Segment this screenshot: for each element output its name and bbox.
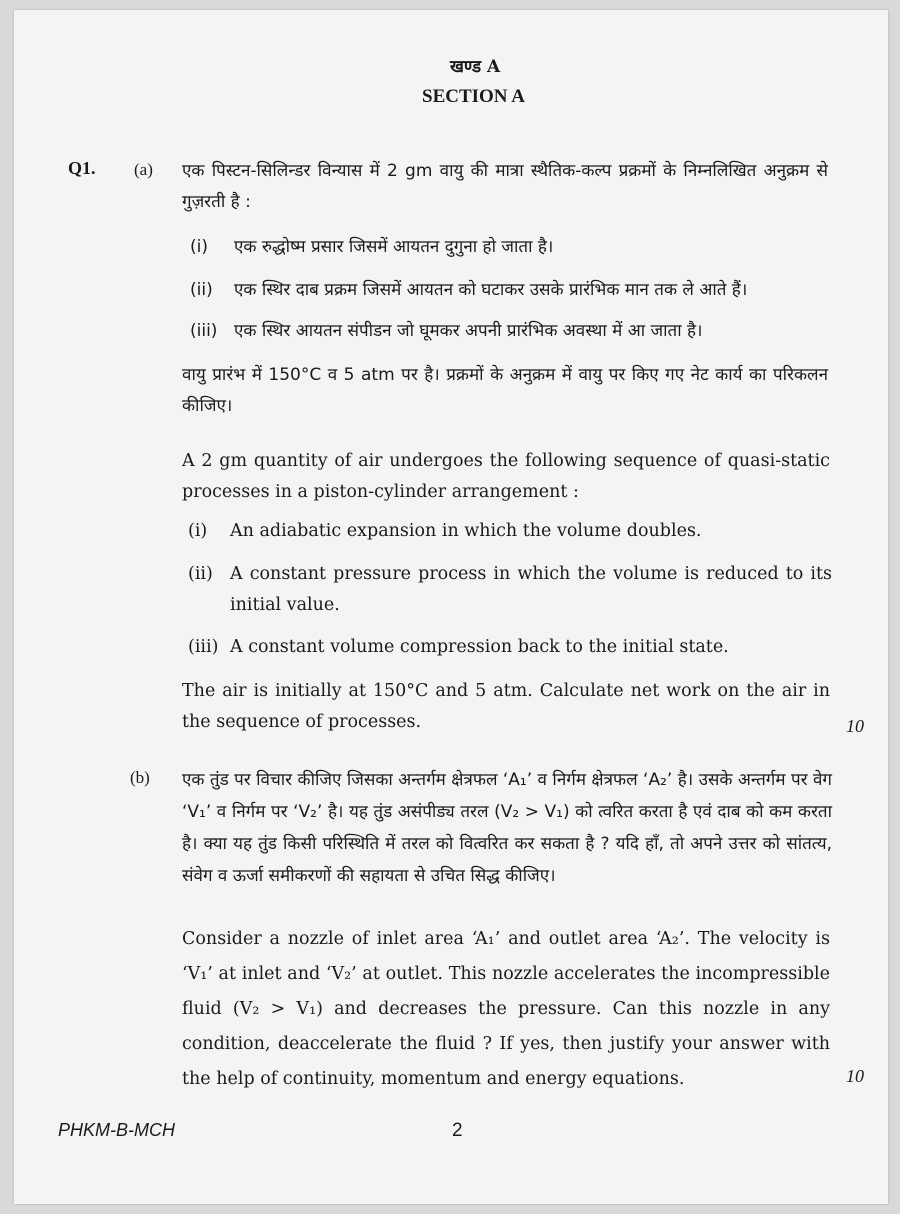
item-text: A constant volume compression back to the initial state.: [230, 637, 729, 657]
item-text: एक रुद्धोष्म प्रसार जिसमें आयतन दुगुना हो जाता है।: [234, 237, 554, 257]
item-label: (i): [188, 521, 208, 541]
item-label: (i): [190, 237, 208, 257]
part-a-hindi-item: [182, 232, 832, 263]
part-b-english-text: Consider a nozzle of inlet area ‘A₁’ and outlet area ‘A₂’. The velocity is ‘V₁’ at inlet and ‘V₂’ at outlet. This nozzle accelerates the incompressible fluid (V₂ > V₁) and decreases the pressure. Can this nozzle in any condition, deaccelerate the fluid ? If yes, then justify your answer with the help of continuity, momentum and energy equations.: [182, 929, 830, 1089]
part-a-english-intro: A 2 gm quantity of air undergoes the following sequence of quasi-static processes in a piston-cylinder arrangement :: [182, 451, 830, 502]
part-b-marks: 10: [846, 1066, 864, 1086]
item-label: (ii): [190, 280, 213, 300]
part-a-marks: 10: [846, 716, 864, 736]
item-text: A constant pressure process in which the volume is reduced to its initial value.: [230, 564, 832, 615]
part-a-label: (a): [134, 160, 153, 179]
part-a-hindi-closing: वायु प्रारंभ में 150°C व 5 atm पर है। प्रक्रमों के अनुक्रम में वायु पर किए गए नेट कार्य का परिकलन कीजिए।: [182, 365, 829, 416]
part-a-english-item: [182, 559, 832, 623]
part-a-english-item: [182, 632, 832, 663]
part-a-hindi-intro: एक पिस्टन-सिलिन्डर विन्यास में 2 gm वायु की मात्रा स्थैतिक-कल्प प्रक्रमों के निम्नलिखित अनुक्रम से गुज़रती है :: [182, 161, 828, 212]
part-a-hindi-item: [182, 275, 832, 306]
section-heading-english: SECTION A: [422, 86, 525, 107]
item-label: (ii): [188, 564, 213, 584]
part-b-hindi-text: एक तुंड पर विचार कीजिए जिसका अन्तर्गम क्षेत्रफल ‘A₁’ व निर्गम क्षेत्रफल ‘A₂’ है। उसके अन्तर्गम पर वेग ‘V₁’ व निर्गम पर ‘V₂’ है। यह तुंड असंपीड्य तरल (V₂ > V₁) को त्वरित करता है एवं दाब को कम करता है। क्या यह तुंड किसी परिस्थिति में तरल को वित्वरित कर सकता है ? यदि हाँ, तो अपने उत्तर को सांतत्य, संवेग व ऊर्जा समीकरणों की सहायता से उचित सिद्ध कीजिए।: [182, 770, 832, 886]
question-number: Q1.: [68, 158, 96, 178]
item-label: (iii): [188, 637, 219, 657]
paper-code: PHKM-B-MCH: [58, 1120, 175, 1140]
page-number: 2: [452, 1120, 463, 1141]
item-text: An adiabatic expansion in which the volume doubles.: [230, 521, 702, 541]
part-b-label: (b): [130, 768, 150, 787]
item-label: (iii): [190, 321, 218, 341]
part-a-hindi-item: [182, 316, 832, 347]
part-a-english-item: [182, 516, 832, 547]
item-text: एक स्थिर आयतन संपीडन जो घूमकर अपनी प्रारंभिक अवस्था में आ जाता है।: [234, 321, 703, 341]
part-a-english-closing: The air is initially at 150°C and 5 atm. Calculate net work on the air in the sequence of processes.: [182, 681, 830, 732]
section-heading-hindi: खण्ड A: [450, 57, 501, 77]
item-text: एक स्थिर दाब प्रक्रम जिसमें आयतन को घटाकर उसके प्रारंभिक मान तक ले आते हैं।: [234, 280, 748, 300]
